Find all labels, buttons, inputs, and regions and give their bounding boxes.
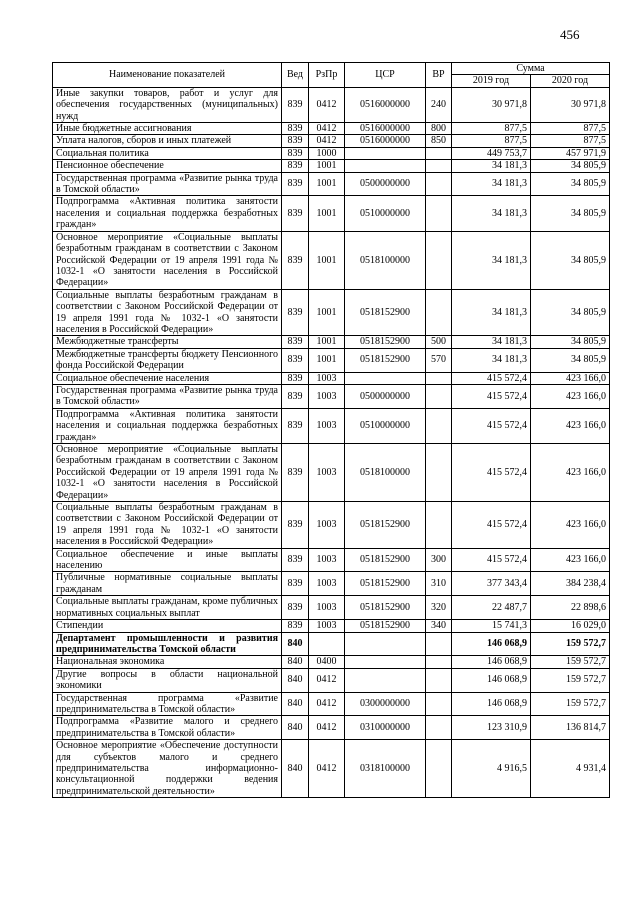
- cell-ved: 839: [282, 372, 309, 384]
- cell-s2020: 16 029,0: [531, 620, 610, 632]
- cell-csr: 0518152900: [345, 502, 426, 549]
- cell-csr: 0518100000: [345, 231, 426, 289]
- cell-rzpr: 0412: [309, 692, 345, 716]
- cell-csr: [345, 668, 426, 692]
- cell-s2020: 877,5: [531, 123, 610, 135]
- cell-rzpr: [309, 632, 345, 656]
- cell-csr: [345, 160, 426, 172]
- cell-name: Пенсионное обеспечение: [53, 160, 282, 172]
- table-row: [53, 548, 610, 572]
- cell-name: Другие вопросы в области национальной экономики: [53, 668, 282, 692]
- cell-s2019: 377 343,4: [452, 572, 531, 596]
- cell-rzpr: 1000: [309, 147, 345, 159]
- cell-ved: 839: [282, 444, 309, 502]
- cell-s2020: 159 572,7: [531, 692, 610, 716]
- cell-ved: 839: [282, 348, 309, 372]
- cell-csr: 0518152900: [345, 620, 426, 632]
- cell-s2019: 415 572,4: [452, 444, 531, 502]
- cell-ved: 840: [282, 632, 309, 656]
- cell-name: Основное мероприятие «Социальные выплаты безработным гражданам в соответствии с Законом Российской Федерации от 19 апреля 1991 года № 1032-1 «О занятости населения в Российской Федерации»: [53, 231, 282, 289]
- page-number: 456: [560, 27, 580, 42]
- cell-csr: [345, 372, 426, 384]
- table-row: [53, 740, 610, 798]
- cell-vr: [426, 147, 452, 159]
- cell-name: Социальное обеспечение и иные выплаты населению: [53, 548, 282, 572]
- cell-rzpr: 0412: [309, 87, 345, 122]
- table-row: [53, 656, 610, 668]
- cell-vr: 310: [426, 572, 452, 596]
- cell-ved: 839: [282, 135, 309, 147]
- cell-s2019: 415 572,4: [452, 548, 531, 572]
- cell-csr: 0516000000: [345, 135, 426, 147]
- table-row: [53, 87, 610, 122]
- cell-vr: [426, 231, 452, 289]
- cell-csr: 0518152900: [345, 348, 426, 372]
- cell-vr: [426, 502, 452, 549]
- header-rzpr: РзПр: [309, 63, 345, 88]
- table-row: [53, 632, 610, 656]
- cell-name: Иные бюджетные ассигнования: [53, 123, 282, 135]
- cell-csr: 0518152900: [345, 572, 426, 596]
- cell-s2019: 123 310,9: [452, 716, 531, 740]
- table-row: [53, 384, 610, 408]
- cell-rzpr: 1003: [309, 548, 345, 572]
- cell-s2019: 415 572,4: [452, 502, 531, 549]
- cell-csr: [345, 147, 426, 159]
- cell-rzpr: 1001: [309, 160, 345, 172]
- cell-name: Государственная программа «Развитие рынка труда в Томской области»: [53, 172, 282, 196]
- cell-rzpr: 0412: [309, 716, 345, 740]
- cell-rzpr: 1001: [309, 231, 345, 289]
- cell-s2019: 34 181,3: [452, 231, 531, 289]
- cell-s2020: 34 805,9: [531, 160, 610, 172]
- cell-vr: 240: [426, 87, 452, 122]
- cell-vr: [426, 196, 452, 231]
- table-row: [53, 123, 610, 135]
- cell-rzpr: 0412: [309, 135, 345, 147]
- table-row: [53, 408, 610, 443]
- cell-s2020: 423 166,0: [531, 502, 610, 549]
- cell-s2020: 457 971,9: [531, 147, 610, 159]
- cell-s2019: 34 181,3: [452, 160, 531, 172]
- cell-s2019: 415 572,4: [452, 384, 531, 408]
- table-row: [53, 444, 610, 502]
- header-name: Наименование показателей: [53, 63, 282, 88]
- cell-s2019: 877,5: [452, 123, 531, 135]
- cell-s2020: 159 572,7: [531, 668, 610, 692]
- table-row: [53, 596, 610, 620]
- cell-rzpr: 1001: [309, 348, 345, 372]
- cell-name: Социальное обеспечение населения: [53, 372, 282, 384]
- header-2020: 2020 год: [531, 75, 610, 87]
- cell-rzpr: 1001: [309, 289, 345, 336]
- cell-vr: [426, 372, 452, 384]
- cell-name: Подпрограмма «Развитие малого и среднего предпринимательства в Томской области»: [53, 716, 282, 740]
- cell-vr: [426, 384, 452, 408]
- cell-rzpr: 1003: [309, 408, 345, 443]
- cell-vr: [426, 716, 452, 740]
- cell-name: Социальная политика: [53, 147, 282, 159]
- cell-rzpr: 1003: [309, 596, 345, 620]
- header-vr: ВР: [426, 63, 452, 88]
- cell-csr: 0310000000: [345, 716, 426, 740]
- cell-rzpr: 1003: [309, 372, 345, 384]
- cell-name: Социальные выплаты безработным гражданам в соответствии с Законом Российской Федерации от 19 апреля 1991 года № 1032-1 «О занятости населения в Российской Федерации»: [53, 289, 282, 336]
- cell-s2020: 34 805,9: [531, 196, 610, 231]
- cell-s2019: 146 068,9: [452, 656, 531, 668]
- cell-name: Стипендии: [53, 620, 282, 632]
- cell-name: Основное мероприятие «Обеспечение доступности для субъектов малого и среднего предпринимательства информационно-консультационной поддержки ведения предпринимательской деятельности»: [53, 740, 282, 798]
- cell-vr: 850: [426, 135, 452, 147]
- cell-s2019: 34 181,3: [452, 348, 531, 372]
- cell-name: Департамент промышленности и развития предпринимательства Томской области: [53, 632, 282, 656]
- cell-s2020: 34 805,9: [531, 289, 610, 336]
- cell-csr: 0318100000: [345, 740, 426, 798]
- cell-s2019: 146 068,9: [452, 692, 531, 716]
- cell-vr: [426, 632, 452, 656]
- cell-s2020: 30 971,8: [531, 87, 610, 122]
- cell-ved: 840: [282, 716, 309, 740]
- cell-s2020: 423 166,0: [531, 408, 610, 443]
- budget-table: [52, 62, 610, 798]
- cell-s2020: 384 238,4: [531, 572, 610, 596]
- cell-s2020: 159 572,7: [531, 656, 610, 668]
- cell-ved: 839: [282, 502, 309, 549]
- cell-csr: 0500000000: [345, 172, 426, 196]
- cell-name: Публичные нормативные социальные выплаты гражданам: [53, 572, 282, 596]
- cell-vr: 500: [426, 336, 452, 348]
- cell-name: Подпрограмма «Активная политика занятости населения и социальная поддержка безработных граждан»: [53, 196, 282, 231]
- cell-s2019: 415 572,4: [452, 408, 531, 443]
- table-row: [53, 196, 610, 231]
- table-row: [53, 572, 610, 596]
- table-row: [53, 372, 610, 384]
- cell-s2019: 34 181,3: [452, 336, 531, 348]
- cell-ved: 840: [282, 668, 309, 692]
- cell-ved: 839: [282, 231, 309, 289]
- cell-name: Межбюджетные трансферты бюджету Пенсионного фонда Российской Федерации: [53, 348, 282, 372]
- cell-ved: 839: [282, 87, 309, 122]
- cell-rzpr: 0400: [309, 656, 345, 668]
- cell-vr: [426, 160, 452, 172]
- cell-name: Основное мероприятие «Социальные выплаты безработным гражданам в соответствии с Законом Российской Федерации от 19 апреля 1991 года № 1032-1 «О занятости населения в Российской Федерации»: [53, 444, 282, 502]
- cell-ved: 839: [282, 408, 309, 443]
- cell-rzpr: 0412: [309, 668, 345, 692]
- cell-rzpr: 1001: [309, 172, 345, 196]
- cell-vr: [426, 444, 452, 502]
- cell-name: Подпрограмма «Активная политика занятости населения и социальная поддержка безработных граждан»: [53, 408, 282, 443]
- cell-ved: 840: [282, 656, 309, 668]
- cell-ved: 839: [282, 548, 309, 572]
- cell-name: Межбюджетные трансферты: [53, 336, 282, 348]
- table-row: [53, 620, 610, 632]
- cell-ved: 840: [282, 740, 309, 798]
- cell-s2019: 415 572,4: [452, 372, 531, 384]
- table-row: [53, 289, 610, 336]
- cell-s2019: 877,5: [452, 135, 531, 147]
- cell-s2020: 34 805,9: [531, 348, 610, 372]
- cell-rzpr: 1003: [309, 572, 345, 596]
- cell-csr: 0510000000: [345, 196, 426, 231]
- cell-csr: 0510000000: [345, 408, 426, 443]
- cell-vr: 340: [426, 620, 452, 632]
- cell-csr: 0518152900: [345, 548, 426, 572]
- table-row: [53, 692, 610, 716]
- cell-rzpr: 1001: [309, 196, 345, 231]
- table-row: [53, 348, 610, 372]
- cell-s2020: 423 166,0: [531, 372, 610, 384]
- cell-s2019: 34 181,3: [452, 172, 531, 196]
- cell-csr: 0518152900: [345, 336, 426, 348]
- cell-ved: 839: [282, 572, 309, 596]
- cell-csr: [345, 632, 426, 656]
- cell-name: Уплата налогов, сборов и иных платежей: [53, 135, 282, 147]
- cell-csr: 0500000000: [345, 384, 426, 408]
- table-row: [53, 147, 610, 159]
- cell-ved: 839: [282, 384, 309, 408]
- cell-vr: [426, 289, 452, 336]
- cell-name: Иные закупки товаров, работ и услуг для обеспечения государственных (муниципальных) нужд: [53, 87, 282, 122]
- header-sum: Сумма: [452, 63, 610, 75]
- table-body: [53, 87, 610, 797]
- header-csr: ЦСР: [345, 63, 426, 88]
- cell-name: Государственная программа «Развитие рынка труда в Томской области»: [53, 384, 282, 408]
- table-row: [53, 716, 610, 740]
- cell-s2020: 34 805,9: [531, 172, 610, 196]
- cell-ved: 839: [282, 123, 309, 135]
- cell-vr: [426, 656, 452, 668]
- cell-ved: 839: [282, 289, 309, 336]
- table-row: [53, 336, 610, 348]
- cell-s2020: 34 805,9: [531, 231, 610, 289]
- cell-rzpr: 1003: [309, 502, 345, 549]
- cell-s2020: 4 931,4: [531, 740, 610, 798]
- cell-name: Национальная экономика: [53, 656, 282, 668]
- cell-rzpr: 0412: [309, 740, 345, 798]
- cell-s2019: 4 916,5: [452, 740, 531, 798]
- table-row: [53, 172, 610, 196]
- table-row: [53, 160, 610, 172]
- header-2019: 2019 год: [452, 75, 531, 87]
- cell-s2019: 34 181,3: [452, 196, 531, 231]
- cell-csr: 0300000000: [345, 692, 426, 716]
- cell-s2020: 423 166,0: [531, 444, 610, 502]
- table-row: [53, 668, 610, 692]
- cell-s2019: 146 068,9: [452, 632, 531, 656]
- cell-rzpr: 1003: [309, 384, 345, 408]
- cell-ved: 839: [282, 147, 309, 159]
- cell-s2020: 34 805,9: [531, 336, 610, 348]
- cell-rzpr: 1001: [309, 336, 345, 348]
- table-row: [53, 135, 610, 147]
- cell-vr: [426, 172, 452, 196]
- table-row: [53, 502, 610, 549]
- cell-vr: [426, 668, 452, 692]
- cell-csr: 0518152900: [345, 289, 426, 336]
- cell-rzpr: 1003: [309, 444, 345, 502]
- cell-s2020: 423 166,0: [531, 384, 610, 408]
- cell-csr: 0516000000: [345, 87, 426, 122]
- cell-ved: 839: [282, 196, 309, 231]
- cell-vr: [426, 692, 452, 716]
- cell-s2019: 15 741,3: [452, 620, 531, 632]
- cell-vr: [426, 740, 452, 798]
- cell-s2019: 22 487,7: [452, 596, 531, 620]
- cell-vr: 300: [426, 548, 452, 572]
- cell-ved: 840: [282, 692, 309, 716]
- cell-s2020: 22 898,6: [531, 596, 610, 620]
- cell-ved: 839: [282, 172, 309, 196]
- cell-s2019: 34 181,3: [452, 289, 531, 336]
- cell-name: Государственная программа «Развитие предпринимательства в Томской области»: [53, 692, 282, 716]
- cell-rzpr: 0412: [309, 123, 345, 135]
- cell-s2020: 877,5: [531, 135, 610, 147]
- cell-csr: 0518100000: [345, 444, 426, 502]
- cell-ved: 839: [282, 620, 309, 632]
- cell-vr: 800: [426, 123, 452, 135]
- cell-s2020: 159 572,7: [531, 632, 610, 656]
- cell-s2019: 146 068,9: [452, 668, 531, 692]
- table-row: [53, 231, 610, 289]
- cell-vr: 570: [426, 348, 452, 372]
- cell-ved: 839: [282, 596, 309, 620]
- cell-csr: [345, 656, 426, 668]
- cell-s2020: 423 166,0: [531, 548, 610, 572]
- cell-rzpr: 1003: [309, 620, 345, 632]
- cell-s2019: 449 753,7: [452, 147, 531, 159]
- cell-csr: 0516000000: [345, 123, 426, 135]
- cell-vr: [426, 408, 452, 443]
- cell-s2020: 136 814,7: [531, 716, 610, 740]
- cell-csr: 0518152900: [345, 596, 426, 620]
- cell-vr: 320: [426, 596, 452, 620]
- header-ved: Вед: [282, 63, 309, 88]
- cell-name: Социальные выплаты безработным гражданам в соответствии с Законом Российской Федерации от 19 апреля 1991 года № 1032-1 «О занятости населения в Российской Федерации»: [53, 502, 282, 549]
- cell-s2019: 30 971,8: [452, 87, 531, 122]
- cell-ved: 839: [282, 336, 309, 348]
- cell-name: Социальные выплаты гражданам, кроме публичных нормативных социальных выплат: [53, 596, 282, 620]
- cell-ved: 839: [282, 160, 309, 172]
